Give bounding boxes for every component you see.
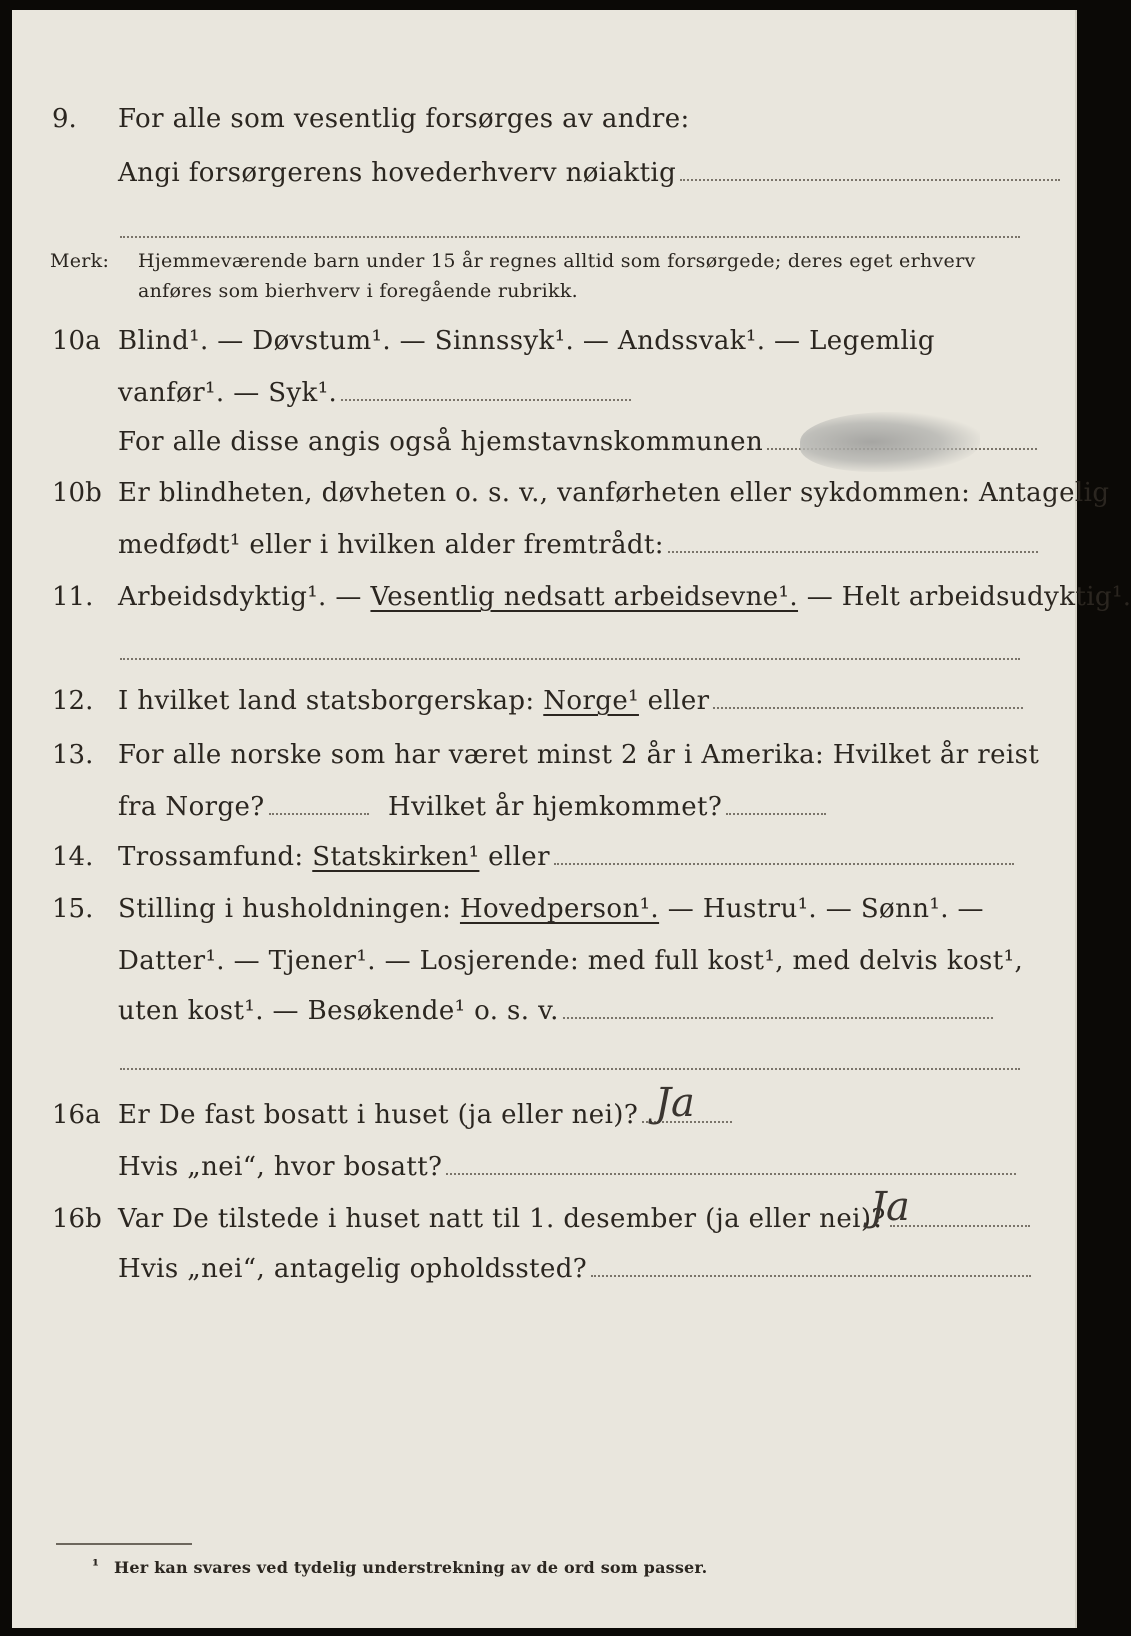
q15-question: Stilling i husholdningen: Hovedperson¹. — Hustru¹. — Sønn¹. — [118,894,984,924]
merk-note-line1: Hjemmeværende barn under 15 år regnes alltid som forsørgede; deres eget erhverv [138,250,976,272]
q16a-prompt: Hvis „nei“, hvor bosatt? [118,1152,1016,1182]
q10a-options: Blind¹. — Døvstum¹. — Sinnssyk¹. — Andssvak¹. — Legemlig [118,326,935,356]
q11-blank-line[interactable] [120,658,1020,660]
q15-blank-line[interactable] [120,1068,1020,1070]
q10b-question: Er blindheten, døvheten o. s. v., vanførheten eller sykdommen: Antagelig [118,478,1110,508]
q9-answer-line[interactable] [680,179,1060,181]
q10b-number: 10b [52,478,102,508]
q13-hjemkommet-line[interactable] [726,813,826,815]
q15-options-line3: uten kost¹. — Besøkende¹ o. s. v. [118,996,993,1026]
q16a-bosatt-line[interactable] [446,1173,1016,1175]
q16b-question: Var De tilstede i huset natt til 1. desember (ja eller nei)? [118,1204,1030,1234]
merk-note-line2: anføres som bierhverv i foregående rubrikk. [138,280,578,302]
q16a-handwritten-answer: Ja [655,1080,695,1126]
footnote-text: Her kan svares ved tydelig understrekning av de ord som passer. [114,1558,708,1577]
q16a-number: 16a [52,1100,101,1130]
q10a-hjemstavn: For alle disse angis også hjemstavnskommunen [118,427,1037,457]
q10a-answer-line[interactable] [341,399,631,401]
q13-hjemkommet: Hvilket år hjemkommet? [388,792,826,822]
footnote-divider [56,1543,192,1545]
q10b-answer-line[interactable] [668,551,1038,553]
q12-number: 12. [52,686,94,716]
q14-question: Trossamfund: Statskirken¹ eller [118,842,1014,872]
q9-question: For alle som vesentlig forsørges av andre: [118,104,690,134]
q12-answer-line[interactable] [713,707,1023,709]
q15-options-line2: Datter¹. — Tjener¹. — Losjerende: med full kost¹, med delvis kost¹, [118,946,1024,976]
q9-blank-line[interactable] [120,236,1020,238]
q16a-question: Er De fast bosatt i huset (ja eller nei)? [118,1100,732,1130]
q9-number: 9. [52,104,77,134]
q9-prompt: Angi forsørgerens hovederhverv nøiaktig [118,158,1060,188]
q10b-prompt: medfødt¹ eller i hvilken alder fremtrådt: [118,530,1038,560]
q10a-options-cont: vanfør¹. — Syk¹. [118,378,631,408]
q15-number: 15. [52,894,94,924]
q14-number: 14. [52,842,94,872]
q14-selected-option: Statskirken¹ [312,842,480,872]
q12-selected-option: Norge¹ [543,686,639,716]
q16b-number: 16b [52,1204,102,1234]
merk-label: Merk: [50,250,110,272]
q16b-opholdssted-line[interactable] [591,1275,1031,1277]
q16b-handwritten-answer: Ja [870,1184,910,1230]
q13-reist-line[interactable] [269,813,369,815]
q16b-prompt: Hvis „nei“, antagelig opholdssted? [118,1254,1031,1284]
q11-options: Arbeidsdyktig¹. — Vesentlig nedsatt arbeidsevne¹. — Helt arbeidsudyktig¹. [118,582,1131,612]
q13-reist: fra Norge? [118,792,369,822]
q10a-number: 10a [52,326,101,356]
ink-smudge [800,412,980,472]
q11-selected-option: Vesentlig nedsatt arbeidsevne¹. [370,582,799,612]
q15-answer-line[interactable] [563,1017,993,1019]
q12-question: I hvilket land statsborgerskap: Norge¹ eller [118,686,1023,716]
q11-number: 11. [52,582,94,612]
q14-answer-line[interactable] [554,863,1014,865]
q13-number: 13. [52,740,94,770]
footnote-mark: ¹ [92,1556,100,1575]
q13-question: For alle norske som har været minst 2 år i Amerika: Hvilket år reist [118,740,1040,770]
q15-selected-option: Hovedperson¹. [459,894,660,924]
q16b-answer-line[interactable] [890,1225,1030,1227]
